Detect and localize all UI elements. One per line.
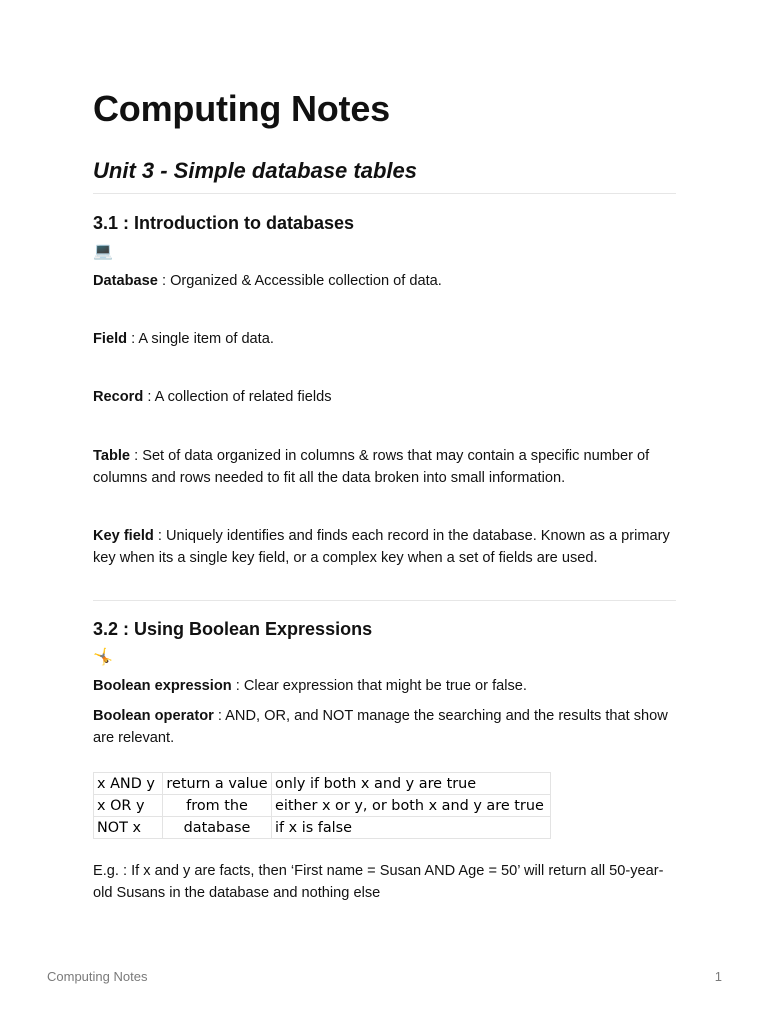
cartwheel-icon: 🤸 [93, 649, 113, 666]
definition-boolean-operator [93, 705, 676, 749]
table-cell: only if both x and y are true [272, 773, 551, 795]
boolean-operators-table [93, 772, 551, 839]
definition-text: : A collection of related fields [143, 389, 332, 405]
table-cell: from the [163, 795, 272, 817]
definition-text: : Organized & Accessible collection of data. [157, 273, 442, 289]
definition-record [93, 386, 676, 408]
definition-term: Record [93, 389, 144, 405]
table-cell: return a value [163, 773, 272, 795]
example-paragraph: E.g. : If x and y are facts, then ‘First name = Susan AND Age = 50’ will return all 50-year-old Susans in the database and nothing else [93, 863, 664, 901]
divider [93, 193, 676, 194]
definition-database [93, 270, 676, 292]
unit-title: Unit 3 - Simple database tables [93, 158, 417, 183]
definition-table [93, 445, 676, 489]
table-row [94, 795, 551, 817]
page-number: 1 [714, 969, 722, 984]
definition-text: : A single item of data. [127, 331, 274, 347]
table-cell: database [163, 817, 272, 839]
definition-text: : Uniquely identifies and finds each record in the database. Known as a primary key when its a single key field, or a complex key when a set of fields are used. [93, 528, 670, 566]
definition-text: : Clear expression that might be true or false. [231, 678, 527, 694]
definition-text: : Set of data organized in columns & rows that may contain a specific number of columns and rows needed to fit all the data broken into small information. [93, 448, 650, 486]
laptop-icon: 💻 [93, 243, 113, 260]
definition-text: : AND, OR, and NOT manage the searching and the results that show are relevant. [93, 708, 668, 746]
table-row [94, 817, 551, 839]
definition-key-field [93, 525, 676, 569]
table-row [94, 773, 551, 795]
definition-boolean-expression [93, 675, 676, 697]
definition-term: Boolean operator [93, 708, 214, 724]
definition-term: Table [93, 448, 131, 464]
table-cell: NOT x [94, 817, 163, 839]
definition-term: Key field [93, 528, 154, 544]
table-cell: x OR y [94, 795, 163, 817]
section-heading-intro: 3.1 : Introduction to databases [93, 213, 355, 233]
document-title: Computing Notes [93, 88, 390, 129]
section-heading-boolean: 3.2 : Using Boolean Expressions [93, 619, 373, 639]
divider [93, 600, 676, 601]
table-cell: if x is false [272, 817, 551, 839]
table-cell: either x or y, or both x and y are true [272, 795, 551, 817]
footer-label: Computing Notes [47, 969, 148, 984]
definition-field [93, 328, 676, 350]
definition-term: Database [93, 273, 158, 289]
definition-term: Field [93, 331, 128, 347]
definition-term: Boolean expression [93, 678, 232, 694]
table-cell: x AND y [94, 773, 163, 795]
